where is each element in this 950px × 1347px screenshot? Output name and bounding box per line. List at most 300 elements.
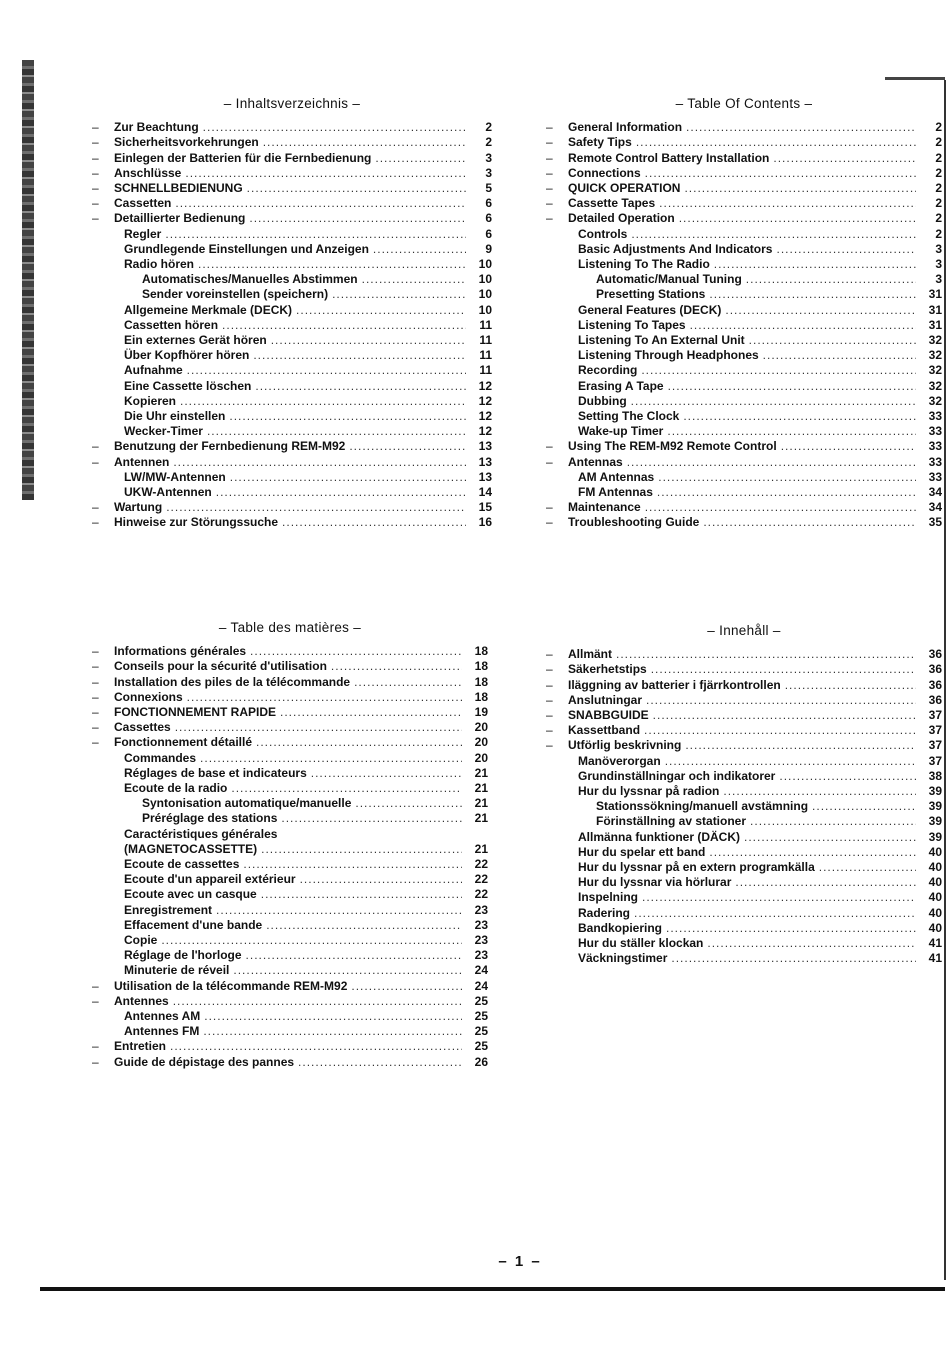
toc-entry-title: Grundlegende Einstellungen und Anzeigen: [124, 241, 369, 256]
toc-entry: [92, 735, 488, 750]
toc-entry-page: 25: [474, 993, 488, 1008]
toc-entry-dash: –: [92, 705, 99, 720]
scan-edge-artifact: [22, 60, 34, 500]
toc-entry-title: Antennen: [114, 454, 170, 469]
toc-swedish-list: [546, 647, 942, 966]
toc-entry-title: Bandkopiering: [578, 920, 663, 935]
toc-leader-dots: [173, 455, 466, 470]
toc-entry: [546, 693, 942, 708]
toc-entry-dash: –: [92, 720, 99, 735]
toc-entry-page: 18: [474, 674, 488, 689]
toc-entry-title: Radering: [578, 905, 631, 920]
toc-leader-dots: [362, 272, 466, 287]
toc-entry: [92, 394, 492, 409]
toc-entry-title: Commandes: [124, 750, 197, 765]
toc-entry-page: 39: [928, 829, 942, 844]
toc-entry: [546, 166, 942, 181]
toc-entry-page: 32: [928, 363, 942, 378]
toc-entry: [92, 348, 492, 363]
toc-entry-dash: –: [546, 454, 553, 469]
toc-entry-page: 12: [478, 378, 492, 393]
toc-entry-page: 13: [478, 439, 492, 454]
toc-entry-page: 40: [928, 920, 942, 935]
toc-entry-title: Ein externes Gerät hören: [124, 333, 267, 348]
toc-entry-title: Copie: [124, 933, 158, 948]
toc-leader-dots: [332, 287, 466, 302]
toc-entry-title: Ecoute d'un appareil extérieur: [124, 872, 296, 887]
toc-leader-dots: [207, 424, 466, 439]
toc-entry-page: 39: [928, 814, 942, 829]
toc-leader-dots: [819, 860, 916, 875]
toc-entry-page: 5: [485, 181, 492, 196]
toc-entry: [92, 857, 488, 872]
toc-entry: [92, 705, 488, 720]
toc-entry-page: 22: [474, 887, 488, 902]
toc-entry-title: Syntonisation automatique/manuelle: [142, 796, 352, 811]
toc-leader-dots: [746, 272, 916, 287]
toc-entry: [546, 814, 942, 829]
toc-swedish-title: – Innehåll –: [707, 623, 781, 638]
toc-entry: [546, 708, 942, 723]
toc-entry-title: Iläggning av batterier i fjärrkontrollen: [568, 677, 781, 692]
toc-entry-page: 35: [928, 515, 942, 530]
toc-leader-dots: [246, 948, 462, 963]
toc-entry: [546, 723, 942, 738]
toc-entry-page: 31: [928, 287, 942, 302]
toc-entry: [92, 515, 492, 530]
toc-entry: [546, 348, 942, 363]
toc-entry: [92, 751, 488, 766]
toc-entry: [546, 363, 942, 378]
toc-leader-dots: [709, 287, 916, 302]
toc-entry: [92, 181, 492, 196]
toc-entry-title: Ecoute avec un casque: [124, 887, 257, 902]
toc-entry-page: 41: [928, 936, 942, 951]
toc-german: [92, 96, 492, 531]
toc-entry-page: 3: [935, 257, 942, 272]
toc-entry-dash: –: [546, 150, 553, 165]
toc-entry: [92, 135, 492, 150]
toc-entry-page: 20: [474, 750, 488, 765]
toc-entry-title: Wake-up Timer: [578, 424, 664, 439]
toc-entry-page: 37: [928, 723, 942, 738]
toc-entry: [546, 515, 942, 530]
toc-entry-title: Hur du lyssnar på en extern programkälla: [578, 860, 815, 875]
toc-entry-title: Stationssökning/manuell avstämning: [596, 799, 809, 814]
toc-entry-page: 41: [928, 951, 942, 966]
toc-entry-page: 16: [478, 515, 492, 530]
toc-entry: [92, 1039, 488, 1054]
toc-entry-title: SNABBGUIDE: [568, 708, 649, 723]
toc-entry-page: 18: [474, 644, 488, 659]
toc-entry: [546, 860, 942, 875]
toc-entry-page: 39: [928, 784, 942, 799]
toc-leader-dots: [773, 151, 916, 166]
toc-entry: [546, 500, 942, 515]
toc-entry-title: (MAGNETOCASSETTE): [124, 841, 258, 856]
toc-leader-dots: [263, 135, 466, 150]
toc-entry-dash: –: [92, 674, 99, 689]
bottom-rule: [40, 1287, 945, 1291]
toc-entry-page: 33: [928, 439, 942, 454]
toc-leader-dots: [703, 515, 916, 530]
scan-top-mark: [885, 77, 945, 80]
toc-entry: [546, 394, 942, 409]
toc-leader-dots: [641, 363, 916, 378]
toc-leader-dots: [296, 303, 466, 318]
toc-entry-page: 2: [935, 165, 942, 180]
toc-entry: [92, 1055, 488, 1070]
toc-entry-page: 18: [474, 689, 488, 704]
toc-leader-dots: [247, 181, 466, 196]
toc-leader-dots: [785, 678, 916, 693]
toc-entry-title: Benutzung der Fernbedienung REM-M92: [114, 439, 346, 454]
toc-leader-dots: [216, 903, 462, 918]
toc-entry-title: Troubleshooting Guide: [568, 515, 700, 530]
toc-entry-page: 40: [928, 860, 942, 875]
toc-entry-page: 2: [485, 120, 492, 135]
toc-entry-page: 31: [928, 317, 942, 332]
toc-leader-dots: [634, 906, 916, 921]
toc-entry-page: 10: [478, 257, 492, 272]
toc-leader-dots: [616, 647, 916, 662]
toc-entry-title: Detailed Operation: [568, 211, 675, 226]
toc-entry-title: Antennes: [114, 993, 169, 1008]
toc-entry: [92, 439, 492, 454]
toc-entry-dash: –: [92, 439, 99, 454]
toc-entry-dash: –: [92, 181, 99, 196]
toc-entry-dash: –: [92, 659, 99, 674]
toc-entry-title: Cassetten hören: [124, 317, 219, 332]
toc-entry: [92, 933, 488, 948]
toc-entry-dash: –: [92, 644, 99, 659]
toc-leader-dots: [373, 242, 466, 257]
toc-leader-dots: [261, 887, 462, 902]
toc-entry-page: 19: [474, 705, 488, 720]
toc-entry-title: Remote Control Battery Installation: [568, 150, 770, 165]
toc-entry-title: Listening To Tapes: [578, 317, 686, 332]
toc-entry-title: Säkerhetstips: [568, 662, 647, 677]
toc-entry-page: 23: [474, 933, 488, 948]
toc-entry: [92, 409, 492, 424]
toc-entry-title: Kassettband: [568, 723, 641, 738]
toc-entry-title: Grundinställningar och indikatorer: [578, 768, 776, 783]
toc-entry: [92, 470, 492, 485]
toc-entry: [92, 272, 492, 287]
toc-leader-dots: [750, 814, 916, 829]
toc-leader-dots: [707, 936, 916, 951]
toc-entry-title: Die Uhr einstellen: [124, 409, 226, 424]
scan-right-edge: [944, 80, 946, 1280]
toc-leader-dots: [253, 348, 466, 363]
toc-leader-dots: [666, 921, 916, 936]
toc-entry-page: 2: [935, 196, 942, 211]
toc-entry: [92, 796, 488, 811]
toc-entry-page: 34: [928, 500, 942, 515]
toc-entry: [546, 242, 942, 257]
toc-entry-page: 2: [935, 120, 942, 135]
toc-entry: [92, 242, 492, 257]
toc-entry-title: Allgemeine Merkmale (DECK): [124, 302, 293, 317]
toc-leader-dots: [685, 738, 916, 753]
toc-leader-dots: [266, 918, 462, 933]
toc-entry-page: 34: [928, 485, 942, 500]
toc-leader-dots: [735, 875, 916, 890]
toc-leader-dots: [725, 303, 916, 318]
toc-entry-page: 9: [485, 241, 492, 256]
toc-leader-dots: [204, 1009, 462, 1024]
toc-entry-title: Anslutningar: [568, 692, 642, 707]
toc-entry-title: Allmänna funktioner (DÄCK): [578, 829, 740, 844]
toc-entry-title: Wecker-Timer: [124, 424, 203, 439]
toc-entry-page: 32: [928, 378, 942, 393]
toc-entry-title: Listening To An External Unit: [578, 333, 745, 348]
toc-leader-dots: [311, 766, 462, 781]
toc-leader-dots: [690, 318, 916, 333]
toc-entry-title: Antennes AM: [124, 1009, 201, 1024]
toc-entry-title: Hur du spelar ett band: [578, 844, 706, 859]
toc-entry-title: Manöverorgan: [578, 753, 661, 768]
toc-leader-dots: [779, 769, 916, 784]
toc-entry-page: 40: [928, 890, 942, 905]
toc-entry-page: 2: [935, 181, 942, 196]
toc-leader-dots: [645, 166, 916, 181]
toc-entry: [546, 890, 942, 905]
toc-entry-title: QUICK OPERATION: [568, 181, 681, 196]
toc-entry-title: UKW-Antennen: [124, 485, 212, 500]
toc-leader-dots: [175, 196, 466, 211]
toc-entry-page: 26: [474, 1054, 488, 1069]
toc-leader-dots: [636, 135, 916, 150]
toc-entry: [92, 151, 492, 166]
toc-leader-dots: [300, 872, 462, 887]
toc-leader-dots: [280, 705, 462, 720]
toc-leader-dots: [749, 333, 916, 348]
toc-entry: [546, 470, 942, 485]
toc-entry: [92, 424, 492, 439]
toc-leader-dots: [684, 181, 916, 196]
toc-entry-dash: –: [546, 662, 553, 677]
toc-entry-dash: –: [546, 181, 553, 196]
toc-entry-page: 11: [479, 348, 492, 363]
toc-entry-title: Réglages de base et indicateurs: [124, 765, 307, 780]
toc-entry-dash: –: [546, 196, 553, 211]
toc-leader-dots: [657, 485, 916, 500]
toc-leader-dots: [653, 708, 916, 723]
toc-entry-page: 13: [478, 454, 492, 469]
toc-leader-dots: [631, 227, 916, 242]
toc-leader-dots: [173, 994, 462, 1009]
toc-entry-title: Utförlig beskrivning: [568, 738, 682, 753]
toc-entry-dash: –: [546, 677, 553, 692]
toc-entry: [92, 379, 492, 394]
toc-entry: [546, 439, 942, 454]
toc-entry: [546, 303, 942, 318]
toc-entry-dash: –: [546, 500, 553, 515]
toc-entry-title: Sender voreinstellen (speichern): [142, 287, 329, 302]
toc-entry-dash: –: [92, 120, 99, 135]
toc-entry-dash: –: [92, 993, 99, 1008]
toc-entry-dash: –: [92, 150, 99, 165]
toc-entry-dash: –: [92, 454, 99, 469]
toc-entry: [92, 455, 492, 470]
toc-entry: [546, 830, 942, 845]
toc-entry-title: Antennes FM: [124, 1024, 200, 1039]
toc-entry-page: 25: [474, 1024, 488, 1039]
toc-leader-dots: [776, 242, 916, 257]
toc-entry-page: 2: [935, 211, 942, 226]
toc-entry-page: 6: [485, 226, 492, 241]
toc-entry: [546, 662, 942, 677]
toc-entry-title: Réglage de l'horloge: [124, 948, 242, 963]
toc-entry-title: AM Antennas: [578, 469, 655, 484]
toc-entry: [92, 781, 488, 796]
toc-entry-page: 36: [928, 662, 942, 677]
toc-leader-dots: [261, 842, 462, 857]
toc-leader-dots: [161, 933, 462, 948]
toc-entry: [546, 784, 942, 799]
toc-entry-page: 33: [928, 424, 942, 439]
toc-entry-title: Cassetten: [114, 196, 172, 211]
toc-entry-page: 21: [474, 841, 488, 856]
toc-entry-title: Ecoute de la radio: [124, 781, 228, 796]
toc-entry: [92, 903, 488, 918]
toc-entry-page: 37: [928, 708, 942, 723]
toc-entry-page: 6: [485, 196, 492, 211]
toc-entry-dash: –: [92, 1054, 99, 1069]
toc-entry: [546, 135, 942, 150]
toc-english: [546, 96, 942, 531]
toc-entry-page: 10: [478, 287, 492, 302]
toc-entry-title: Listening Through Headphones: [578, 348, 759, 363]
toc-entry-page: 12: [478, 393, 492, 408]
toc-entry: [92, 1009, 488, 1024]
toc-entry: [92, 196, 492, 211]
toc-entry: [92, 720, 488, 735]
toc-entry-dash: –: [92, 689, 99, 704]
toc-entry-page: 25: [474, 1009, 488, 1024]
toc-leader-dots: [354, 675, 462, 690]
toc-leader-dots: [349, 439, 466, 454]
toc-entry-page: 18: [474, 659, 488, 674]
toc-entry: [546, 845, 942, 860]
toc-entry: [546, 409, 942, 424]
toc-entry-dash: –: [546, 692, 553, 707]
toc-entry-title: Väckningstimer: [578, 951, 668, 966]
toc-leader-dots: [271, 333, 466, 348]
toc-leader-dots: [231, 781, 462, 796]
toc-leader-dots: [812, 799, 916, 814]
toc-entry-title: Presetting Stations: [596, 287, 706, 302]
toc-leader-dots: [665, 754, 916, 769]
toc-entry-page: 3: [935, 241, 942, 256]
toc-leader-dots: [659, 196, 916, 211]
toc-entry: [92, 872, 488, 887]
toc-leader-dots: [375, 151, 466, 166]
toc-entry-dash: –: [546, 211, 553, 226]
toc-entry-title: Cassette Tapes: [568, 196, 656, 211]
toc-entry: [92, 120, 492, 135]
toc-entry-page: 2: [935, 226, 942, 241]
toc-leader-dots: [230, 470, 466, 485]
toc-entry: [92, 287, 492, 302]
toc-entry: [92, 827, 488, 842]
toc-entry: [546, 211, 942, 226]
toc-leader-dots: [175, 720, 462, 735]
toc-entry-page: 33: [928, 409, 942, 424]
toc-entry: [92, 1024, 488, 1039]
toc-entry-page: 13: [478, 469, 492, 484]
toc-entry-title: Automatic/Manual Tuning: [596, 272, 742, 287]
toc-entry: [546, 287, 942, 302]
toc-entry-title: Effacement d'une bande: [124, 917, 263, 932]
toc-entry-dash: –: [546, 135, 553, 150]
toc-entry-dash: –: [92, 211, 99, 226]
toc-leader-dots: [249, 211, 466, 226]
toc-leader-dots: [250, 644, 462, 659]
toc-entry-title: General Features (DECK): [578, 302, 722, 317]
toc-entry: [92, 979, 488, 994]
toc-leader-dots: [667, 424, 916, 439]
toc-entry: [92, 887, 488, 902]
toc-leader-dots: [679, 211, 916, 226]
toc-french: [92, 620, 488, 1070]
toc-entry-dash: –: [92, 1039, 99, 1054]
toc-leader-dots: [298, 1055, 462, 1070]
toc-entry-page: 10: [478, 272, 492, 287]
toc-entry-page: 37: [928, 738, 942, 753]
toc-leader-dots: [642, 890, 916, 905]
toc-entry-page: 36: [928, 692, 942, 707]
toc-entry: [546, 196, 942, 211]
toc-leader-dots: [255, 379, 466, 394]
toc-entry-page: 14: [478, 485, 492, 500]
toc-entry-title: Maintenance: [568, 500, 641, 515]
toc-leader-dots: [723, 784, 916, 799]
toc-entry-dash: –: [92, 978, 99, 993]
toc-entry-title: Hur du lyssnar via hörlurar: [578, 875, 732, 890]
toc-entry-title: SCHNELLBEDIENUNG: [114, 181, 243, 196]
toc-entry-dash: –: [546, 515, 553, 530]
toc-leader-dots: [203, 120, 466, 135]
toc-entry-page: 6: [485, 211, 492, 226]
toc-entry: [546, 951, 942, 966]
toc-entry-title: Inspelning: [578, 890, 638, 905]
toc-entry-title: Setting The Clock: [578, 409, 680, 424]
toc-entry-page: 11: [479, 363, 492, 378]
toc-entry: [546, 875, 942, 890]
toc-entry-title: Préréglage des stations: [142, 811, 278, 826]
toc-german-list: [92, 120, 492, 530]
toc-leader-dots: [166, 500, 466, 515]
toc-entry-title: Utilisation de la télécommande REM-M92: [114, 978, 348, 993]
toc-leader-dots: [651, 662, 916, 677]
toc-entry-title: Erasing A Tape: [578, 378, 664, 393]
toc-leader-dots: [180, 394, 466, 409]
toc-leader-dots: [222, 318, 466, 333]
toc-entry: [92, 318, 492, 333]
toc-entry-dash: –: [546, 647, 553, 662]
toc-entry-title: Fonctionnement détaillé: [114, 735, 253, 750]
toc-entry-page: 25: [474, 1039, 488, 1054]
toc-entry-title: Automatisches/Manuelles Abstimmen: [142, 272, 358, 287]
toc-leader-dots: [631, 394, 916, 409]
toc-entry-title: Sicherheitsvorkehrungen: [114, 135, 259, 150]
toc-entry: [92, 500, 492, 515]
toc-entry: [546, 120, 942, 135]
toc-leader-dots: [744, 830, 916, 845]
toc-entry: [546, 424, 942, 439]
